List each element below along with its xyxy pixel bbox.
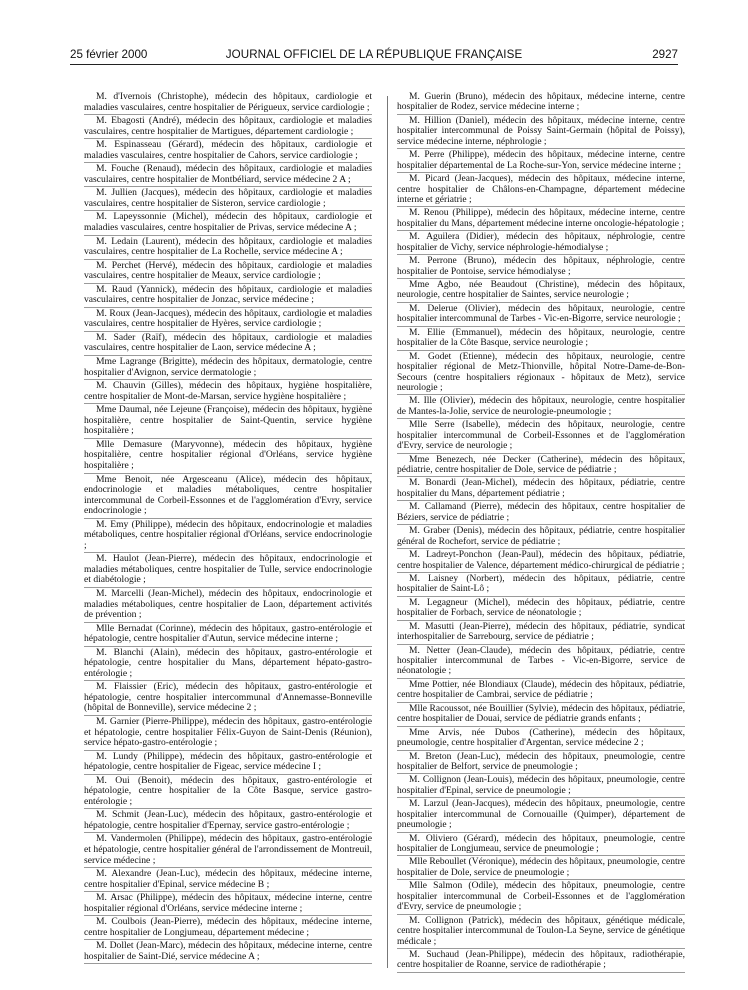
list-item: M. Collignon (Jean-Louis), médecin des hôpitaux, pneumologie, centre hospitalier d'Epinal, service de pneumologie ; xyxy=(397,775,685,798)
list-item: M. Marcelli (Jean-Michel), médecin des hôpitaux, endocrinologie et maladies métaboliques, centre hospitalier de Laon, département activités de prévention ; xyxy=(84,589,372,623)
list-item: Mlle Racoussot, née Bouillier (Sylvie), médecin des hôpitaux, pédiatrie, centre hospitalier de Douai, service de pédiatrie grands enfants ; xyxy=(397,704,685,727)
list-item: M. Suchaud (Jean-Philippe), médecin des hôpitaux, radiothérapie, centre hospitalier de Roanne, service de radiothérapie ; xyxy=(397,950,685,973)
list-item: M. Legagneur (Michel), médecin des hôpitaux, pédiatrie, centre hospitalier de Forbach, service de néonatologie ; xyxy=(397,598,685,621)
list-item: Mlle Demasure (Maryvonne), médecin des hôpitaux, hygiène hospitalière, centre hospitalier régional d'Orléans, service hygiène hospitalière ; xyxy=(84,440,372,474)
list-item: Mlle Bernadat (Corinne), médecin des hôpitaux, gastro-entérologie et hépatologie, centre hospitalier d'Autun, service médecine interne ; xyxy=(84,624,372,647)
header-date: 25 février 2000 xyxy=(70,48,148,61)
list-item: M. Larzul (Jean-Jacques), médecin des hôpitaux, pneumologie, centre hospitalier intercommunal de Cornouaille (Quimper), département de pneumologie ; xyxy=(397,799,685,832)
list-item: M. Ille (Olivier), médecin des hôpitaux, neurologie, centre hospitalier de Mantes-la-Jolie, service de neurologie-pneumologie ; xyxy=(397,396,685,419)
column-divider xyxy=(387,96,388,968)
list-item: M. Hillion (Daniel), médecin des hôpitaux, médecine interne, centre hospitalier intercommunal de Poissy Saint-Germain (hôpital de Poissy), service médecine interne, néphrologie ; xyxy=(397,116,685,149)
journal-title: JOURNAL OFFICIEL DE LA RÉPUBLIQUE FRANÇAISE xyxy=(225,48,523,61)
list-item: M. Vandermolen (Philippe), médecin des hôpitaux, gastro-entérologie et hépatologie, centre hospitalier général de l'arrondissement de Montreuil, service médecine ; xyxy=(84,834,372,868)
list-item: M. Perchet (Hervé), médecin des hôpitaux, cardiologie et maladies vasculaires, centre hospitalier de Meaux, service cardiologie ; xyxy=(84,261,372,284)
list-item: M. Haulot (Jean-Pierre), médecin des hôpitaux, endocrinologie et maladies métaboliques, centre hospitalier de Tulle, service endocrinologie et diabétologie ; xyxy=(84,554,372,588)
list-item: M. Arsac (Philippe), médecin des hôpitaux, médecine interne, centre hospitalier régional d'Orléans, service médecine interne ; xyxy=(84,893,372,916)
list-item: M. Lundy (Philippe), médecin des hôpitaux, gastro-entérologie et hépatologie, centre hospitalier de Figeac, service médecine I ; xyxy=(84,752,372,775)
list-item: M. Perrone (Bruno), médecin des hôpitaux, néphrologie, centre hospitalier de Pontoise, service hémodialyse ; xyxy=(397,256,685,279)
right-column xyxy=(397,92,685,974)
list-item: M. Ledain (Laurent), médecin des hôpitaux, cardiologie et maladies vasculaires, centre hospitalier de La Rochelle, service médecine A ; xyxy=(84,237,372,260)
list-item: M. Schmit (Jean-Luc), médecin des hôpitaux, gastro-entérologie et hépatologie, centre hospitalier d'Epernay, service gastro-entérologie ; xyxy=(84,810,372,833)
list-item: M. Bonardi (Jean-Michel), médecin des hôpitaux, pédiatrie, centre hospitalier du Mans, département pédiatrie ; xyxy=(397,478,685,501)
list-item: M. Ebagosti (André), médecin des hôpitaux, cardiologie et maladies vasculaires, centre hospitalier de Martigues, département cardiologie ; xyxy=(84,116,372,139)
list-item: Mme Benoit, née Argesceanu (Alice), médecin des hôpitaux, endocrinologie et maladies métaboliques, centre hospitalier intercommunal de Corbeil-Essonnes et de l'agglomération d'Evry, service endocrinologie ; xyxy=(84,475,372,519)
list-item: M. Ladreyt-Ponchon (Jean-Paul), médecin des hôpitaux, pédiatrie, centre hospitalier de Valence, département médico-chirurgical de pédiatrie ; xyxy=(397,550,685,573)
list-item: M. Perre (Philippe), médecin des hôpitaux, médecine interne, centre hospitalier départemental de La Roche-sur-Yon, service médecine interne ; xyxy=(397,150,685,173)
list-item: M. Blanchi (Alain), médecin des hôpitaux, gastro-entérologie et hépatologie, centre hospitalier du Mans, département hépato-gastro-entérologie ; xyxy=(84,648,372,682)
list-item: M. Espinasseau (Gérard), médecin des hôpitaux, cardiologie et maladies vasculaires, centre hospitalier de Cahors, service cardiologie ; xyxy=(84,140,372,163)
list-item: M. d'Ivernois (Christophe), médecin des hôpitaux, cardiologie et maladies vasculaires, centre hospitalier de Périgueux, service cardiologie ; xyxy=(84,92,372,115)
list-item: M. Aguilera (Didier), médecin des hôpitaux, néphrologie, centre hospitalier de Vichy, service néphrologie-hémodialyse ; xyxy=(397,232,685,255)
list-item: M. Emy (Philippe), médecin des hôpitaux, endocrinologie et maladies métaboliques, centre hospitalier régional d'Orléans, service endocrinologie ; xyxy=(84,520,372,554)
list-item: M. Raud (Yannick), médecin des hôpitaux, cardiologie et maladies vasculaires, centre hospitalier de Jonzac, service médecine ; xyxy=(84,285,372,308)
list-item: Mme Pottier, née Blondiaux (Claude), médecin des hôpitaux, pédiatrie, centre hospitalier de Cambrai, service de pédiatrie ; xyxy=(397,680,685,703)
list-item: M. Coulbois (Jean-Pierre), médecin des hôpitaux, médecine interne, centre hospitalier de Longjumeau, département médecine ; xyxy=(84,917,372,940)
list-item: M. Garnier (Pierre-Philippe), médecin des hôpitaux, gastro-entérologie et hépatologie, centre hospitalier Félix-Guyon de Saint-Denis (Réunion), service hépato-gastro-entérologie ; xyxy=(84,717,372,751)
list-item: M. Dollet (Jean-Marc), médecin des hôpitaux, médecine interne, centre hospitalier de Saint-Dié, service médecine A ; xyxy=(84,941,372,964)
list-item: M. Fouche (Renaud), médecin des hôpitaux, cardiologie et maladies vasculaires, centre hospitalier de Montbéliard, service médecine 2 A ; xyxy=(84,164,372,187)
list-item: M. Oliviero (Gérard), médecin des hôpitaux, pneumologie, centre hospitalier de Longjumeau, service de pneumologie ; xyxy=(397,834,685,857)
page-number: 2927 xyxy=(652,48,678,61)
list-item: M. Callamand (Pierre), médecin des hôpitaux, centre hospitalier de Béziers, service de pédiatrie ; xyxy=(397,502,685,525)
list-item: M. Flaissier (Eric), médecin des hôpitaux, gastro-entérologie et hépatologie, centre hospitalier intercommunal d'Annemasse-Bonneville (hôpital de Bonneville), service médecine 2 ; xyxy=(84,682,372,716)
list-item: M. Collignon (Patrick), médecin des hôpitaux, génétique médicale, centre hospitalier intercommunal de Toulon-La Seyne, service de génétique médicale ; xyxy=(397,916,685,949)
list-item: Mme Arvis, née Dubos (Catherine), médecin des hôpitaux, pneumologie, centre hospitalier d'Argentan, service médecine 2 ; xyxy=(397,728,685,751)
list-item: M. Alexandre (Jean-Luc), médecin des hôpitaux, médecine interne, centre hospitalier d'Epinal, service médecine B ; xyxy=(84,869,372,892)
list-item: M. Ellie (Emmanuel), médecin des hôpitaux, neurologie, centre hospitalier de la Côte Basque, service neurologie ; xyxy=(397,328,685,351)
list-item: M. Godet (Etienne), médecin des hôpitaux, neurologie, centre hospitalier régional de Metz-Thionville, hôpital Notre-Dame-de-Bon-Secours (centre hospitaliers régionaux - hôpitaux de Metz), service neurologie ; xyxy=(397,352,685,396)
list-item: M. Breton (Jean-Luc), médecin des hôpitaux, pneumologie, centre hospitalier de Belfort, service de pneumologie ; xyxy=(397,752,685,775)
list-item: M. Graber (Denis), médecin des hôpitaux, pédiatrie, centre hospitalier général de Rochefort, service de pédiatrie ; xyxy=(397,526,685,549)
header-rule xyxy=(70,64,678,65)
list-item: Mme Benezech, née Decker (Catherine), médecin des hôpitaux, pédiatrie, centre hospitalier de Dole, service de pédiatrie ; xyxy=(397,455,685,478)
list-item: Mme Lagrange (Brigitte), médecin des hôpitaux, dermatologie, centre hospitalier d'Avignon, service dermatologie ; xyxy=(84,357,372,380)
list-item: Mlle Serre (Isabelle), médecin des hôpitaux, neurologie, centre hospitalier intercommunal de Corbeil-Essonnes et de l'agglomération d'Evry, service de neurologie ; xyxy=(397,420,685,453)
list-item: M. Renou (Philippe), médecin des hôpitaux, médecine interne, centre hospitalier du Mans, département médecine interne oncologie-hépatologie ; xyxy=(397,208,685,231)
list-item: M. Netter (Jean-Claude), médecin des hôpitaux, pédiatrie, centre hospitalier intercommunal de Tarbes - Vic-en-Bigorre, service de néonatologie ; xyxy=(397,646,685,679)
list-item: M. Sader (Raïf), médecin des hôpitaux, cardiologie et maladies vasculaires, centre hospitalier de Laon, service médecine A ; xyxy=(84,333,372,356)
list-item: Mme Agbo, née Beaudout (Christine), médecin des hôpitaux, neurologie, centre hospitalier de Saintes, service neurologie ; xyxy=(397,280,685,303)
list-item: Mlle Reboullet (Véronique), médecin des hôpitaux, pneumologie, centre hospitalier de Dole, service de pneumologie ; xyxy=(397,857,685,880)
list-item: M. Oui (Benoit), médecin des hôpitaux, gastro-entérologie et hépatologie, centre hospitalier de la Côte Basque, service gastro-entérologie ; xyxy=(84,776,372,810)
list-item: Mme Daumal, née Lejeune (Françoise), médecin des hôpitaux, hygiène hospitalière, centre hospitalier de Saint-Quentin, service hygiène hospitalière ; xyxy=(84,405,372,439)
list-item: M. Lapeyssonnie (Michel), médecin des hôpitaux, cardiologie et maladies vasculaires, centre hospitalier de Privas, service médecine A ; xyxy=(84,212,372,235)
list-item: M. Delerue (Olivier), médecin des hôpitaux, neurologie, centre hospitalier intercommunal de Tarbes - Vic-en-Bigorre, service neurologie ; xyxy=(397,304,685,327)
list-item: M. Picard (Jean-Jacques), médecin des hôpitaux, médecine interne, centre hospitalier de Châlons-en-Champagne, département médecine interne et gériatrie ; xyxy=(397,174,685,207)
list-item: M. Chauvin (Gilles), médecin des hôpitaux, hygiène hospitalière, centre hospitalier de Mont-de-Marsan, service hygiène hospitalière ; xyxy=(84,381,372,404)
left-column xyxy=(84,92,372,965)
list-item: M. Laisney (Norbert), médecin des hôpitaux, pédiatrie, centre hospitalier de Saint-Lô ; xyxy=(397,574,685,597)
list-item: M. Roux (Jean-Jacques), médecin des hôpitaux, cardiologie et maladies vasculaires, centre hospitalier de Hyères, service cardiologie ; xyxy=(84,309,372,332)
list-item: M. Jullien (Jacques), médecin des hôpitaux, cardiologie et maladies vasculaires, centre hospitalier de Sisteron, service cardiologie ; xyxy=(84,188,372,211)
list-item: M. Guerin (Bruno), médecin des hôpitaux, médecine interne, centre hospitalier de Rodez, service médecine interne ; xyxy=(397,92,685,115)
list-item: Mlle Salmon (Odile), médecin des hôpitaux, pneumologie, centre hospitalier intercommunal de Corbeil-Essonnes et de l'agglomération d'Evry, service de pneumologie ; xyxy=(397,881,685,914)
list-item: M. Masutti (Jean-Pierre), médecin des hôpitaux, pédiatrie, syndicat interhospitalier de Sarrebourg, service de pédiatrie ; xyxy=(397,622,685,645)
